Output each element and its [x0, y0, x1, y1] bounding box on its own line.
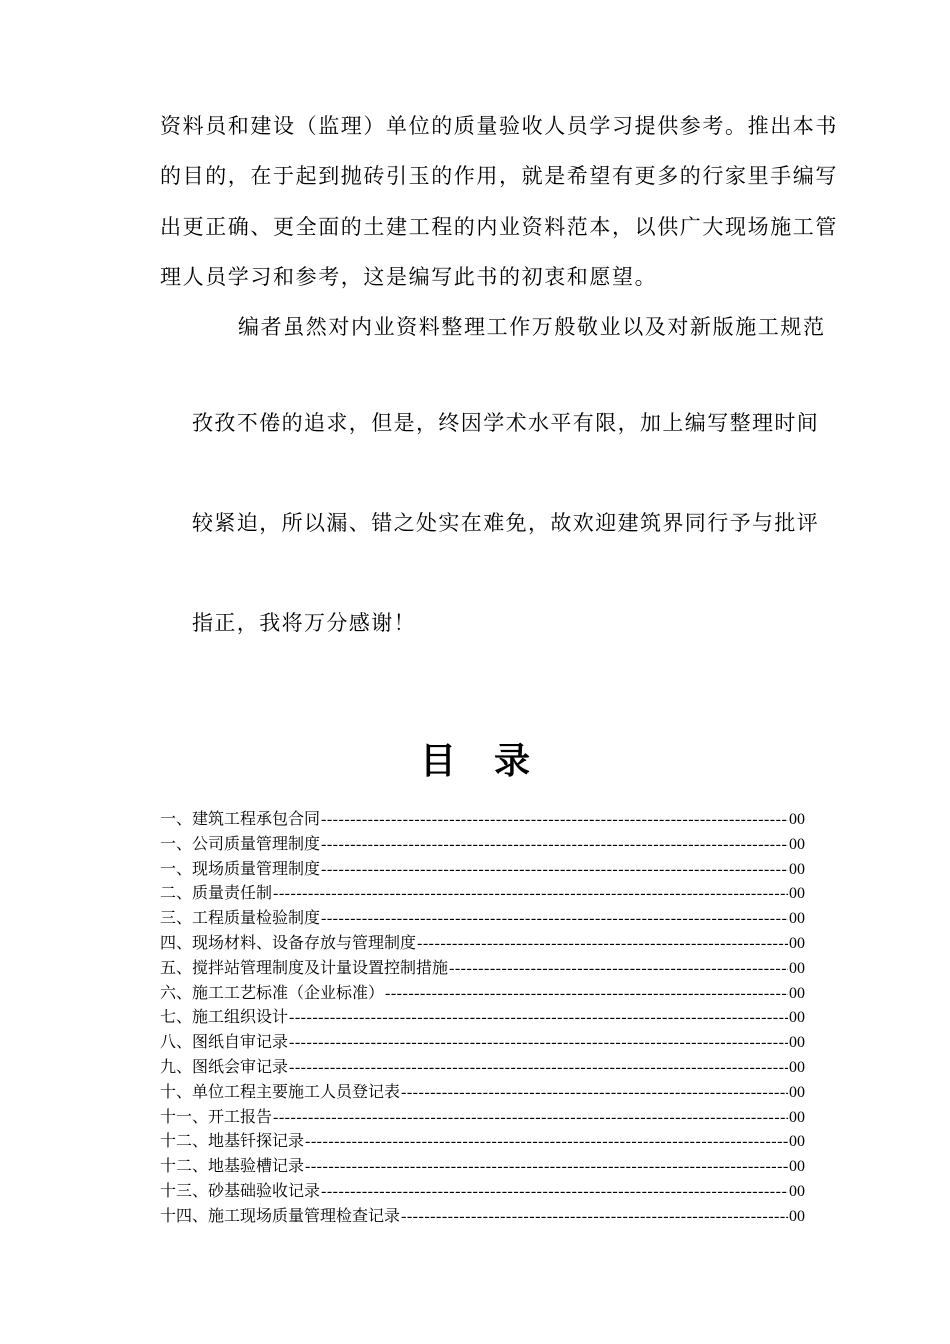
toc-list	[160, 808, 805, 1230]
toc-entry-label: 十一、开工报告	[160, 1108, 273, 1126]
toc-dot-leader	[289, 1031, 788, 1056]
toc-entry-label: 六、施工工艺标准（企业标准）	[160, 984, 385, 1002]
toc-entry-label: 七、施工组织设计	[160, 1009, 289, 1027]
toc-dot-leader	[401, 1081, 788, 1106]
toc-dot-leader	[401, 1205, 788, 1230]
toc-entry-page-number: 00	[789, 910, 805, 928]
toc-dot-leader	[289, 1056, 788, 1081]
toc-entry[interactable]	[160, 1205, 805, 1230]
toc-dot-leader	[305, 1155, 788, 1180]
preface-paragraph-1-line: 理人员学习和参考，这是编写此书的初衷和愿望。	[160, 265, 658, 289]
preface-paragraph-1-line: 资料员和建设（监理）单位的质量验收人员学习提供参考。推出本书	[160, 114, 838, 138]
toc-entry-label: 八、图纸自审记录	[160, 1034, 289, 1052]
toc-dot-leader	[449, 957, 788, 982]
toc-entry-page-number: 00	[789, 984, 805, 1002]
toc-entry-page-number: 00	[789, 860, 805, 878]
toc-entry-label: 十、单位工程主要施工人员登记表	[160, 1083, 401, 1101]
toc-dot-leader	[417, 932, 788, 957]
toc-entry[interactable]	[160, 1056, 805, 1081]
toc-title-char: 录	[494, 740, 531, 782]
toc-entry[interactable]	[160, 957, 805, 982]
toc-entry-page-number: 00	[789, 1182, 805, 1200]
toc-dot-leader	[321, 858, 788, 883]
preface-paragraph-2-line: 编者虽然对内业资料整理工作万般敬业以及对新版施工规范	[238, 315, 826, 339]
preface-paragraph-2-line: 孜孜不倦的追求，但是，终因学术水平有限，加上编写整理时间	[192, 411, 820, 435]
toc-dot-leader	[289, 1006, 788, 1031]
toc-entry[interactable]	[160, 1006, 805, 1031]
toc-dot-leader	[273, 1106, 788, 1131]
toc-entry[interactable]	[160, 1031, 805, 1056]
toc-entry-page-number: 00	[789, 1034, 805, 1052]
toc-entry-label: 九、图纸会审记录	[160, 1058, 289, 1076]
toc-entry-page-number: 00	[789, 885, 805, 903]
toc-entry[interactable]	[160, 1180, 805, 1205]
toc-entry-label: 二、质量责任制	[160, 885, 273, 903]
toc-entry-page-number: 00	[789, 811, 805, 828]
toc-entry-label: 三、工程质量检验制度	[160, 910, 321, 928]
toc-entry-page-number: 00	[789, 1133, 805, 1151]
toc-entry-label: 十四、施工现场质量管理检查记录	[160, 1207, 401, 1225]
toc-entry-page-number: 00	[789, 1009, 805, 1027]
toc-dot-leader	[385, 982, 788, 1007]
toc-dot-leader	[321, 808, 788, 833]
toc-entry-label: 四、现场材料、设备存放与管理制度	[160, 934, 417, 952]
toc-dot-leader	[321, 907, 788, 932]
toc-entry-page-number: 00	[789, 959, 805, 977]
toc-entry[interactable]	[160, 907, 805, 932]
toc-entry-page-number: 00	[789, 1108, 805, 1126]
toc-entry-page-number: 00	[789, 1058, 805, 1076]
toc-dot-leader	[321, 1180, 788, 1205]
toc-entry-page-number: 00	[789, 1083, 805, 1101]
toc-entry-label: 十二、地基验槽记录	[160, 1158, 305, 1176]
toc-entry-page-number: 00	[789, 1207, 805, 1225]
toc-title-char: 目	[419, 740, 456, 782]
toc-entry-label: 一、公司质量管理制度	[160, 835, 321, 853]
toc-entry[interactable]	[160, 1081, 805, 1106]
preface-paragraph-2-line: 较紧迫，所以漏、错之处实在难免，故欢迎建筑界同行予与批评	[192, 511, 820, 535]
preface-paragraph-2-line: 指正，我将万分感谢！	[192, 611, 416, 635]
toc-dot-leader	[321, 833, 788, 858]
toc-entry[interactable]	[160, 882, 805, 907]
toc-dot-leader	[273, 882, 788, 907]
toc-entry[interactable]	[160, 982, 805, 1007]
toc-entry-label: 一、建筑工程承包合同	[160, 811, 321, 828]
toc-entry-page-number: 00	[789, 835, 805, 853]
toc-entry-label: 十二、地基钎探记录	[160, 1133, 305, 1151]
toc-entry[interactable]	[160, 808, 805, 833]
toc-entry[interactable]	[160, 1155, 805, 1180]
toc-entry[interactable]	[160, 1106, 805, 1131]
toc-entry[interactable]	[160, 1130, 805, 1155]
toc-entry-page-number: 00	[789, 1158, 805, 1176]
toc-entry[interactable]	[160, 833, 805, 858]
toc-entry-label: 一、现场质量管理制度	[160, 860, 321, 878]
toc-entry[interactable]	[160, 858, 805, 883]
toc-entry-page-number: 00	[789, 934, 805, 952]
preface-paragraph-1-line: 出更正确、更全面的土建工程的内业资料范本，以供广大现场施工管	[160, 215, 838, 239]
toc-entry-label: 十三、砂基础验收记录	[160, 1182, 321, 1200]
preface-paragraph-1-line: 的目的，在于起到抛砖引玉的作用，就是希望有更多的行家里手编写	[160, 164, 838, 188]
toc-entry[interactable]	[160, 932, 805, 957]
toc-dot-leader	[305, 1130, 788, 1155]
toc-entry-label: 五、搅拌站管理制度及计量设置控制措施	[160, 959, 449, 977]
toc-title	[0, 736, 950, 786]
